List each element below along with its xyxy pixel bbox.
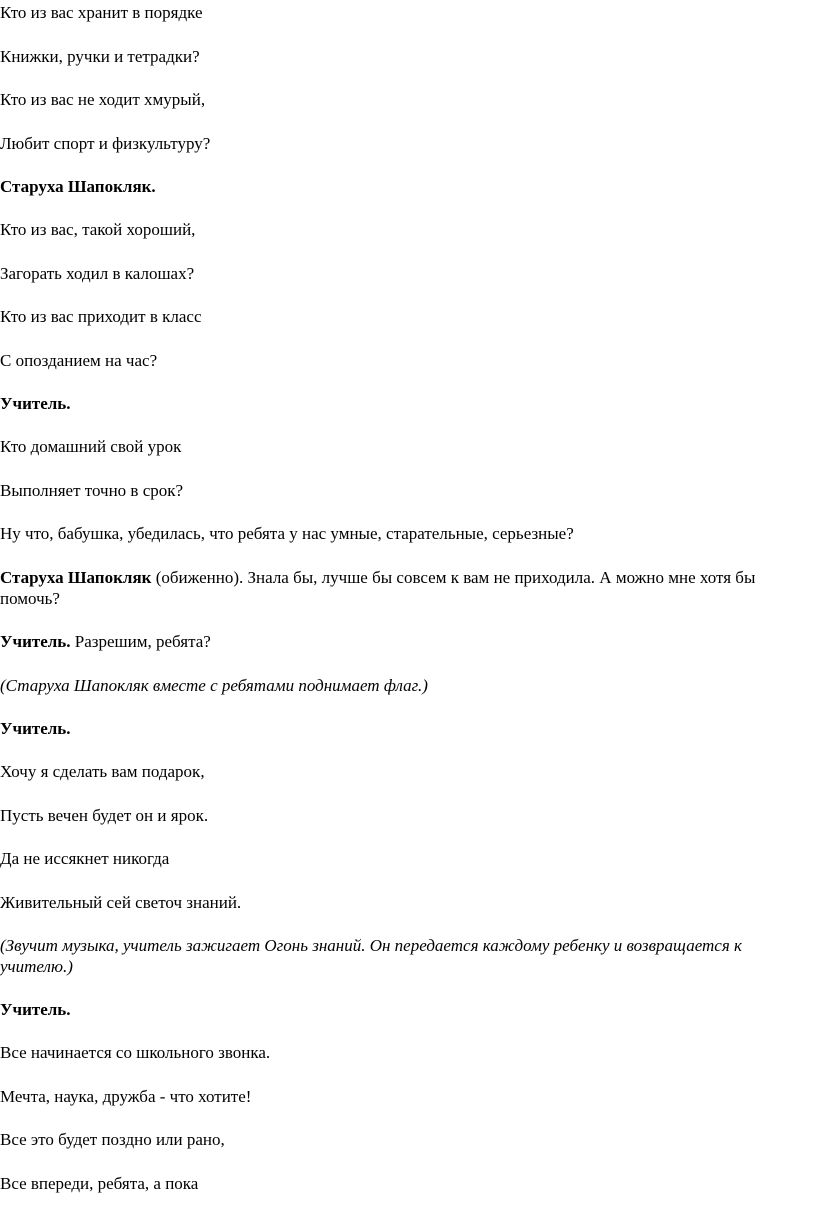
speaker-heading: Старуха Шапокляк. <box>0 177 156 196</box>
verse-line: Кто из вас приходит в класс <box>0 307 202 326</box>
speaker-name: Старуха Шапокляк <box>0 568 152 587</box>
stage-direction: (Звучит музыка, учитель зажигает Огонь знаний. Он передается каждому ребенку и возвращается к учителю.) <box>0 936 742 976</box>
verse-line: Кто из вас, такой хороший, <box>0 220 196 239</box>
verse-line: Хочу я сделать вам подарок, <box>0 762 205 781</box>
verse-line: Все это будет поздно или рано, <box>0 1130 225 1149</box>
verse-line: Кто из вас не ходит хмурый, <box>0 90 206 109</box>
verse-line: Все впереди, ребята, а пока <box>0 1174 199 1193</box>
prose-line: Ну что, бабушка, убедилась, что ребята у нас умные, старательные, серьезные? <box>0 524 574 543</box>
verse-line: Кто из вас хранит в порядке <box>0 3 203 22</box>
verse-line: Все начинается со школьного звонка. <box>0 1043 271 1062</box>
speaker-heading: Учитель. <box>0 1000 71 1019</box>
verse-line: Мечта, наука, дружба - что хотите! <box>0 1087 252 1106</box>
verse-line: Любит спорт и физкультуру? <box>0 134 211 153</box>
verse-line: Живительный сей светоч знаний. <box>0 893 242 912</box>
speaker-heading: Учитель. <box>0 394 71 413</box>
verse-line: Пусть вечен будет он и ярок. <box>0 806 209 825</box>
speaker-heading: Учитель. <box>0 719 71 738</box>
verse-line: Выполняет точно в срок? <box>0 481 184 500</box>
verse-line: Кто домашний свой урок <box>0 437 182 456</box>
verse-line: Загорать ходил в калошах? <box>0 264 195 283</box>
verse-line: С опозданием на час? <box>0 351 158 370</box>
shapoklyak-paragraph <box>0 567 812 609</box>
paragraph-text: (обиженно). Знала бы, лучше бы совсем к вам не приходила. А можно мне хотя бы помочь? <box>0 568 756 608</box>
teacher-paragraph <box>0 631 812 652</box>
stage-direction: (Старуха Шапокляк вместе с ребятами поднимает флаг.) <box>0 676 428 695</box>
speaker-name: Учитель. <box>0 632 71 651</box>
verse-line: Книжки, ручки и тетрадки? <box>0 47 200 66</box>
verse-line: Да не иссякнет никогда <box>0 849 170 868</box>
paragraph-text: Разрешим, ребята? <box>70 632 211 651</box>
